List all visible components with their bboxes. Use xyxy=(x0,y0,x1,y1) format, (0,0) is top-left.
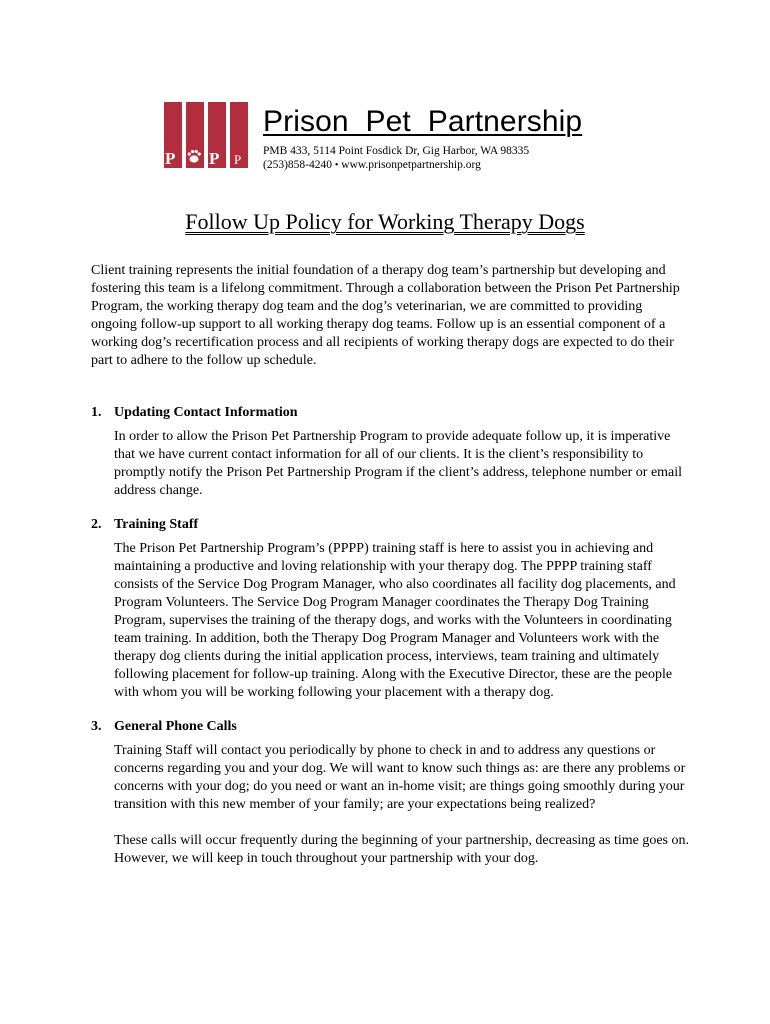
bullet-separator: • xyxy=(334,160,339,171)
section-training-staff xyxy=(91,516,691,702)
section-body xyxy=(114,742,691,868)
section-title: General Phone Calls xyxy=(114,719,237,734)
section-paragraph: Training Staff will contact you periodically by phone to check in and to address any questions or concerns regarding you and your dog. We will want to know such things as: are there any problems or concerns with your dog; do you need or want an in-home visit; are things going smoothly during your transition with this new member of your family; are your expectations being realized? xyxy=(114,743,686,812)
section-paragraph: These calls will occur frequently during the beginning of your partnership, decreasing as time goes on. However, we will keep in touch throughout your partnership with your dog. xyxy=(114,833,689,866)
section-title: Updating Contact Information xyxy=(114,405,298,420)
section-title: Training Staff xyxy=(114,517,199,532)
letterhead xyxy=(263,104,582,173)
document-body xyxy=(91,262,691,884)
section-body xyxy=(114,540,691,702)
section-number: 2. xyxy=(91,517,102,532)
organization-address: PMB 433, 5114 Point Fosdick Dr, Gig Harbor, WA 98335 xyxy=(263,145,530,157)
organization-logo xyxy=(164,102,248,168)
section-heading xyxy=(91,404,691,422)
organization-phone: (253)858-4240 xyxy=(263,159,332,171)
section-body xyxy=(114,428,691,500)
section-updating-contact xyxy=(91,404,691,500)
section-paragraph: The Prison Pet Partnership Program’s (PPPP) training staff is here to assist you in achieving and maintaining a productive and loving relationship with your therapy dog. The PPPP training staff consists of the Service Dog Program Manager, who also coordinates all facility dog placements, and Program Volunteers. The Service Dog Program Manager coordinates the Therapy Dog Training Program, supervises the training of the therapy dogs, and works with the Volunteers in coordinating team training. In addition, both the Therapy Dog Program Manager and Volunteers work with the therapy dog clients during the initial application process, interviews, team training and ultimately following placement for follow-up training. Along with the Executive Director, these are the people with whom you will be working following your placement with a therapy dog. xyxy=(114,541,676,700)
section-number: 1. xyxy=(91,405,102,420)
section-heading xyxy=(91,718,691,736)
section-paragraph: In order to allow the Prison Pet Partnership Program to provide adequate follow up, it is imperative that we have current contact information for all of our clients. It is the client’s responsibility to promptly notify the Prison Pet Partnership Program if the client’s address, telephone number or email address change. xyxy=(114,429,683,498)
section-general-phone-calls xyxy=(91,718,691,868)
logo-letter: P xyxy=(165,149,176,168)
logo-letter: P xyxy=(234,152,242,167)
organization-contact xyxy=(263,158,582,173)
organization-website: www.prisonpetpartnership.org xyxy=(341,159,481,171)
section-heading xyxy=(91,516,691,534)
intro-paragraph: Client training represents the initial foundation of a therapy dog team’s partnership but developing and fostering this team is a lifelong commitment. Through a collaboration between the Prison Pet Partnership Program, the working therapy dog team and the dog’s veterinarian, we are committed to providing ongoing follow-up support to all working therapy dog teams. Follow up is an essential component of a working dog’s recertification process and all recipients of working therapy dogs are expected to do their part to adhere to the follow up schedule. xyxy=(91,263,680,368)
logo-letter: P xyxy=(209,149,220,168)
section-number: 3. xyxy=(91,719,102,734)
organization-name: Prison Pet Partnership xyxy=(263,105,583,138)
document-title: Follow Up Policy for Working Therapy Dogs xyxy=(185,209,585,234)
